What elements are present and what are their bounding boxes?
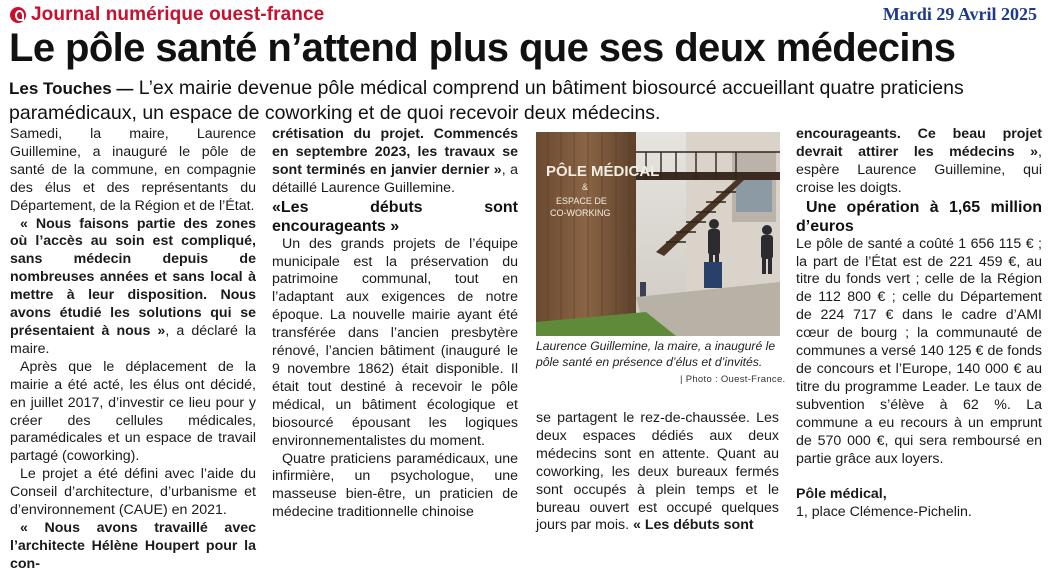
paragraph: Le pôle de santé a coûté 1 656 115 € ; la part de l’État est de 221 459 €, au titre du fonds vert ; celle de la Région de 112 800 € ; celle du Département de 224 717 € dans le cadre d’AMI cœur de bourg ; la communauté de communes a versé 140 125 € de fonds de concours et l’Europe, 140 000 € au titre du programme Leader. Le taux de subvention s’élève à 62 %. La commune a eu recours à un emprunt de 570 000 €, qui sera remboursé en partie grâce aux loyers. [796,235,1042,467]
paragraph: Samedi, la maire, Laurence Guillemine, a inauguré le pôle de santé de la commune, en compagnie des élus et des représentants du Département, de la Région et de l’État. [10,126,256,214]
quote: « Nous avons travaillé avec l’architecte Hélène Houpert pour la con- [10,519,256,572]
address-name: Pôle médical, [796,486,887,503]
sign-text: PÔLE MÉDICAL [546,163,660,180]
paragraph: Quatre praticiens paramédicaux, une infirmière, un psychologue, une masseuse bien-être, un praticien de médecine traditionnelle chinoise [272,450,518,521]
paragraph [536,410,779,535]
ouest-france-logo-icon [10,7,26,23]
address-title [796,486,1042,504]
paragraph [272,126,518,198]
masthead [10,4,324,26]
quote: encourageants. Ce beau projet devrait attirer les médecins » [796,126,1042,160]
paragraph-text: , a détaillé Laurence Guillemine. [272,161,518,196]
subheading: Une opération à 1,65 million d’euros [796,198,1042,235]
sign-text: ESPACE DE [556,196,607,206]
quote: crétisation du projet. Commencés en septembre 2023, les travaux se sont terminés en janvier dernier » [272,126,518,178]
article-column-1 [10,126,256,574]
article-column-3 [536,410,779,535]
paragraph-text: , espère Laurence Guillemine, qui croise les doigts. [796,143,1042,196]
paragraph [10,216,256,359]
quote: « Les débuts sont [632,517,754,534]
photo-caption: Laurence Guillemine, la maire, a inauguré le pôle santé en présence d’élus et d’invités. [536,339,776,369]
address-line: 1, place Clémence-Pichelin. [796,504,972,521]
quote: « Nous faisons partie des zones où l’accès au soin est compliqué, sans médecin depuis de nombreuses années et sans local à mettre à leur disposition. Nous avons étudié les solutions qui se présentaient à nous » [10,215,256,339]
paragraph: Le projet a été défini avec l’aide du Conseil d’architecture, d’urbanisme et d’environnement (CAUE) en 2021. [10,466,256,519]
chapo [9,76,1043,126]
chapo-text: L’ex mairie devenue pôle médical comprend un bâtiment biosourcé accueillant quatre praticiens paramédicaux, un espace de coworking et de quoi recevoir deux médecins. [9,77,964,124]
journal-title: Journal numérique ouest-france [31,4,325,25]
photo-credit: | Photo : Ouest-France. [680,374,786,385]
paragraph [796,126,1042,198]
paragraph-text: , a déclaré la maire. [10,322,256,357]
sign-text: CO-WORKING [550,208,611,218]
building-photo-illustration [536,132,780,336]
subheading: «Les débuts sont encourageants » [272,198,518,235]
dateline-location: Les Touches — [9,79,134,98]
paragraph-text: se partagent le rez-de-chaussée. Les deux espaces dédiés aux deux médecins sont en attente. Quant au coworking, les deux bureaux fermés sont occupés à plein temps et le bureau ouvert est occupé quelques jours par mois. [536,410,779,534]
headline: Le pôle santé n’attend plus que ses deux médecins [9,26,956,70]
paragraph [10,520,256,574]
article-column-2 [272,126,518,522]
paragraph: Un des grands projets de l’équipe municipale est la préservation du patrimoine communal, tout en l’adaptant aux exigences de notre époque. La nouvelle mairie ayant été transférée dans l’ancien presbytère rénové, l’ancien bâtiment (inauguré le 9 novembre 1862) était disponible. Il était tout destiné à recevoir le pôle médical, un bâtiment écologique et biosourcé épousant les logiques environnementalistes du moment. [272,235,518,449]
article-photo [536,132,780,336]
sign-text: & [582,182,589,192]
paragraph: Après que le déplacement de la mairie a été acté, les élus ont décidé, en juillet 2017, d’investir ce lieu pour y créer des cellules médicales, paramédicales et un espace de travail partagé (coworking). [10,358,256,465]
article-column-4 [796,126,1042,522]
issue-date: Mardi 29 Avril 2025 [882,4,1037,24]
